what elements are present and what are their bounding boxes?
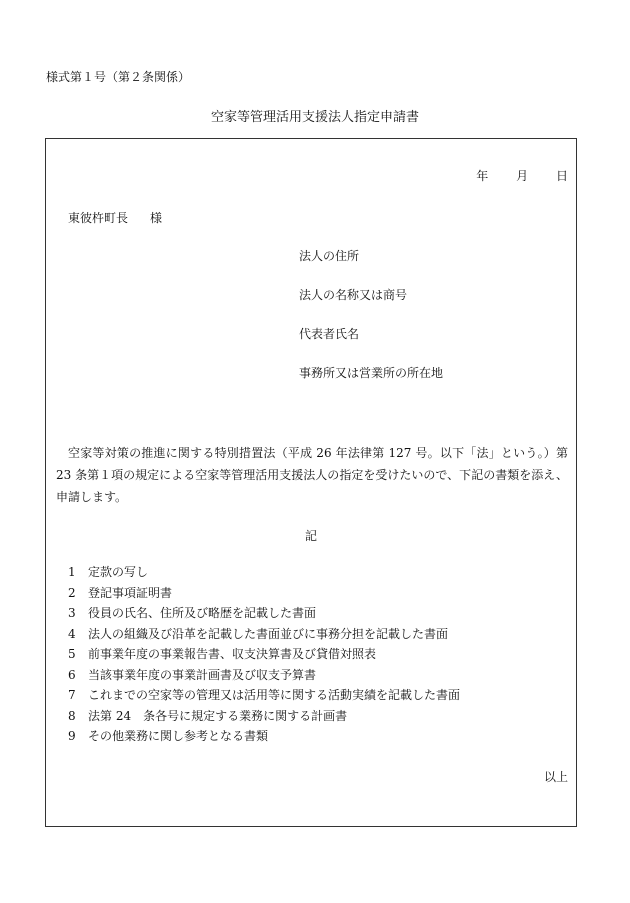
closing-ijo: 以上 (543, 770, 568, 784)
item-number: 1 (68, 565, 76, 579)
item-text: 法人の組織及び沿革を記載した書面並びに事務分担を記載した書面 (88, 626, 449, 641)
form-number: 様式第１号（第２条関係） (46, 70, 191, 84)
item-text: 法第 24 条各号に規定する業務に関する計画書 (88, 708, 348, 723)
item-text: これまでの空家等の管理又は活用等に関する活動実績を記載した書面 (88, 688, 461, 702)
item-number: 7 (68, 688, 76, 702)
item-number: 4 (68, 626, 76, 641)
addressee-honorific: 様 (150, 211, 163, 225)
item-text: その他業務に関し参考となる書類 (88, 729, 269, 743)
list-item (68, 727, 460, 748)
addressee (68, 209, 162, 226)
list-item (68, 584, 460, 605)
item-text: 前事業年度の事業報告書、収支決算書及び貸借対照表 (88, 647, 377, 661)
list-item (68, 666, 460, 687)
applicant-fields (299, 247, 443, 403)
list-item (68, 707, 460, 728)
item-number: 9 (68, 729, 76, 743)
date-year-label: 年 (476, 169, 489, 183)
attachment-list (68, 563, 460, 748)
application-body-text: 空家等対策の推進に関する特別措置法（平成 26 年法律第 127 号。以下「法」という。）第 23 条第１項の規定による空家等管理活用支援法人の指定を受けたいので、下記の書類を添え、申請します。 (56, 446, 568, 504)
item-text: 役員の氏名、住所及び略歴を記載した書面 (88, 606, 317, 620)
item-text: 定款の写し (88, 565, 149, 579)
date-line (452, 167, 568, 184)
applicant-office-location-label: 事務所又は営業所の所在地 (299, 366, 444, 380)
date-month-label: 月 (516, 169, 529, 183)
applicant-corporate-name-label: 法人の名称又は商号 (299, 288, 408, 302)
item-number: 6 (68, 667, 76, 682)
list-item (68, 625, 460, 646)
date-day-label: 日 (555, 169, 568, 183)
item-number: 2 (68, 585, 76, 600)
item-text: 登記事項証明書 (88, 585, 173, 600)
list-item (68, 645, 460, 666)
application-form-frame (45, 138, 577, 827)
ki-heading: 記 (304, 529, 317, 543)
document-title: 空家等管理活用支援法人指定申請書 (210, 110, 419, 125)
list-item (68, 563, 460, 584)
list-item (68, 604, 460, 625)
applicant-representative-label: 代表者氏名 (299, 327, 360, 341)
item-number: 8 (68, 708, 76, 723)
item-text: 当該事業年度の事業計画書及び収支予算書 (88, 667, 317, 682)
item-number: 5 (68, 647, 76, 661)
item-number: 3 (68, 606, 76, 620)
list-item (68, 686, 460, 707)
applicant-address-label: 法人の住所 (299, 249, 360, 263)
addressee-name: 東彼杵町長 (68, 211, 129, 225)
